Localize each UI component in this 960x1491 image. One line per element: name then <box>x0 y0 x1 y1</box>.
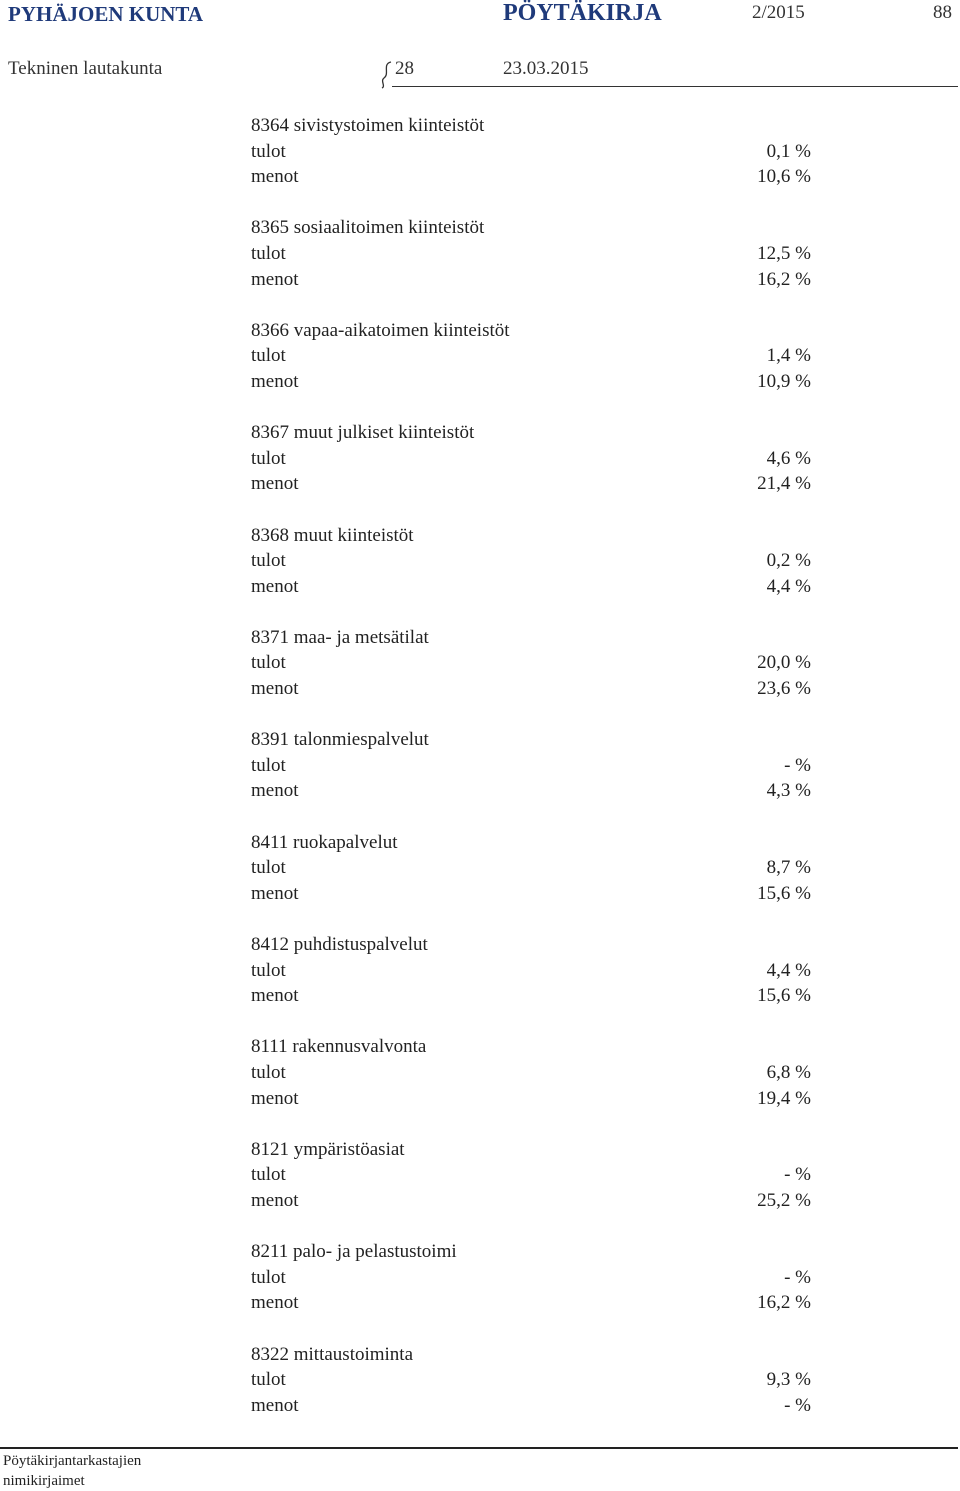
cost-center-title: 8371 maa- ja metsätilat <box>251 626 429 648</box>
income-label: tulot <box>251 550 286 572</box>
expense-row <box>251 471 821 497</box>
income-value: 20,0 % <box>757 652 811 674</box>
income-value: 12,5 % <box>757 242 811 264</box>
income-row <box>251 1367 821 1393</box>
cost-center-group <box>251 1342 821 1419</box>
income-row <box>251 241 821 267</box>
income-value: - % <box>784 754 811 776</box>
income-label: tulot <box>251 345 286 367</box>
income-row <box>251 958 821 984</box>
cost-center-title: 8391 talonmiespalvelut <box>251 729 429 751</box>
income-row <box>251 1265 821 1291</box>
document-type: PÖYTÄKIRJA <box>503 0 662 26</box>
income-value: 4,4 % <box>766 959 811 981</box>
expense-row <box>251 1290 821 1316</box>
income-value: 4,6 % <box>766 447 811 469</box>
expense-label: menot <box>251 882 299 904</box>
expense-value: 19,4 % <box>757 1087 811 1109</box>
section-number: 28 <box>395 58 414 79</box>
cost-center-title: 8111 rakennusvalvonta <box>251 1036 427 1058</box>
cost-center-group <box>251 523 821 600</box>
expense-row <box>251 983 821 1009</box>
cost-center-title: 8412 puhdistuspalvelut <box>251 934 428 955</box>
expense-label: menot <box>251 985 299 1007</box>
expense-row <box>251 778 821 804</box>
income-label: tulot <box>251 652 286 674</box>
income-row <box>251 446 821 472</box>
expense-value: 25,2 % <box>757 1189 811 1211</box>
cost-center-title: 8368 muut kiinteistöt <box>251 524 414 546</box>
income-value: 9,3 % <box>766 1369 811 1391</box>
income-value: 8,7 % <box>766 857 811 879</box>
page-number: 88 <box>933 2 952 23</box>
income-label: tulot <box>251 959 286 981</box>
income-row <box>251 548 821 574</box>
organization-name: PYHÄJOEN KUNTA <box>8 2 204 26</box>
cost-center-title: 8322 mittaustoiminta <box>251 1343 414 1365</box>
cost-center-group <box>251 625 821 702</box>
board-name: Tekninen lautakunta <box>8 58 163 79</box>
income-row <box>251 855 821 881</box>
income-label: tulot <box>251 242 286 264</box>
expense-value: 4,3 % <box>766 780 811 802</box>
cost-center-title: 8411 ruokapalvelut <box>251 831 398 853</box>
expense-label: menot <box>251 473 299 495</box>
cost-center-title: 8365 sosiaalitoimen kiinteistöt <box>251 217 485 239</box>
expense-label: menot <box>251 370 299 392</box>
cost-center-group <box>251 830 821 907</box>
expense-row <box>251 1188 821 1214</box>
income-row <box>251 343 821 369</box>
expense-row <box>251 369 821 395</box>
cost-center-group <box>251 215 821 292</box>
header-divider <box>392 86 958 87</box>
income-value: 0,1 % <box>766 140 811 162</box>
expense-value: 23,6 % <box>757 678 811 700</box>
expense-label: menot <box>251 678 299 700</box>
expense-value: 4,4 % <box>766 575 811 597</box>
expense-row <box>251 267 821 293</box>
cost-center-title: 8366 vapaa-aikatoimen kiinteistöt <box>251 319 510 341</box>
expense-value: 15,6 % <box>757 882 811 904</box>
cost-center-title: 8121 ympäristöasiat <box>251 1138 405 1160</box>
expense-value: 10,9 % <box>757 370 811 392</box>
income-label: tulot <box>251 140 286 162</box>
expense-label: menot <box>251 1394 299 1416</box>
expense-row <box>251 164 821 190</box>
expense-row <box>251 574 821 600</box>
income-row <box>251 139 821 165</box>
expense-row <box>251 881 821 907</box>
expense-value: 15,6 % <box>757 985 811 1007</box>
expense-row <box>251 1393 821 1419</box>
expense-row <box>251 676 821 702</box>
income-value: 0,2 % <box>766 550 811 572</box>
cost-center-group <box>251 420 821 497</box>
income-row <box>251 1162 821 1188</box>
expense-value: 16,2 % <box>757 1292 811 1314</box>
document-number: 2/2015 <box>752 2 805 23</box>
expense-value: 16,2 % <box>757 268 811 290</box>
income-label: tulot <box>251 1266 286 1288</box>
expense-label: menot <box>251 1292 299 1314</box>
cost-center-group <box>251 1137 821 1214</box>
cost-center-group <box>251 932 821 1009</box>
income-label: tulot <box>251 1061 286 1083</box>
income-row <box>251 650 821 676</box>
income-label: tulot <box>251 1369 286 1391</box>
cost-center-title: 8211 palo- ja pelastustoimi <box>251 1241 457 1263</box>
expense-value: - % <box>784 1394 811 1416</box>
cost-center-title: 8367 muut julkiset kiinteistöt <box>251 422 475 444</box>
cost-center-title: 8364 sivistystoimen kiinteistöt <box>251 115 485 136</box>
cost-center-group <box>251 1034 821 1111</box>
expense-value: 10,6 % <box>757 166 811 188</box>
income-label: tulot <box>251 447 286 469</box>
expense-row <box>251 1086 821 1112</box>
income-value: - % <box>784 1266 811 1288</box>
income-row <box>251 1060 821 1086</box>
expense-value: 21,4 % <box>757 473 811 495</box>
income-value: 6,8 % <box>766 1061 811 1083</box>
cost-center-group <box>251 727 821 804</box>
expense-label: menot <box>251 1087 299 1109</box>
cost-center-group <box>251 113 821 190</box>
expense-label: menot <box>251 1189 299 1211</box>
income-value: - % <box>784 1164 811 1186</box>
footer-signature-note: Pöytäkirjantarkastajien nimikirjaimet <box>3 1453 142 1489</box>
expense-label: menot <box>251 575 299 597</box>
footer-divider <box>0 1447 958 1449</box>
income-label: tulot <box>251 857 286 879</box>
expense-label: menot <box>251 166 299 188</box>
income-label: tulot <box>251 754 286 776</box>
income-row <box>251 753 821 779</box>
meeting-date: 23.03.2015 <box>503 58 589 79</box>
cost-center-group <box>251 318 821 395</box>
expense-label: menot <box>251 268 299 290</box>
cost-center-group <box>251 1239 821 1316</box>
budget-percentages-list <box>251 113 821 1444</box>
income-value: 1,4 % <box>766 345 811 367</box>
expense-label: menot <box>251 780 299 802</box>
income-label: tulot <box>251 1164 286 1186</box>
